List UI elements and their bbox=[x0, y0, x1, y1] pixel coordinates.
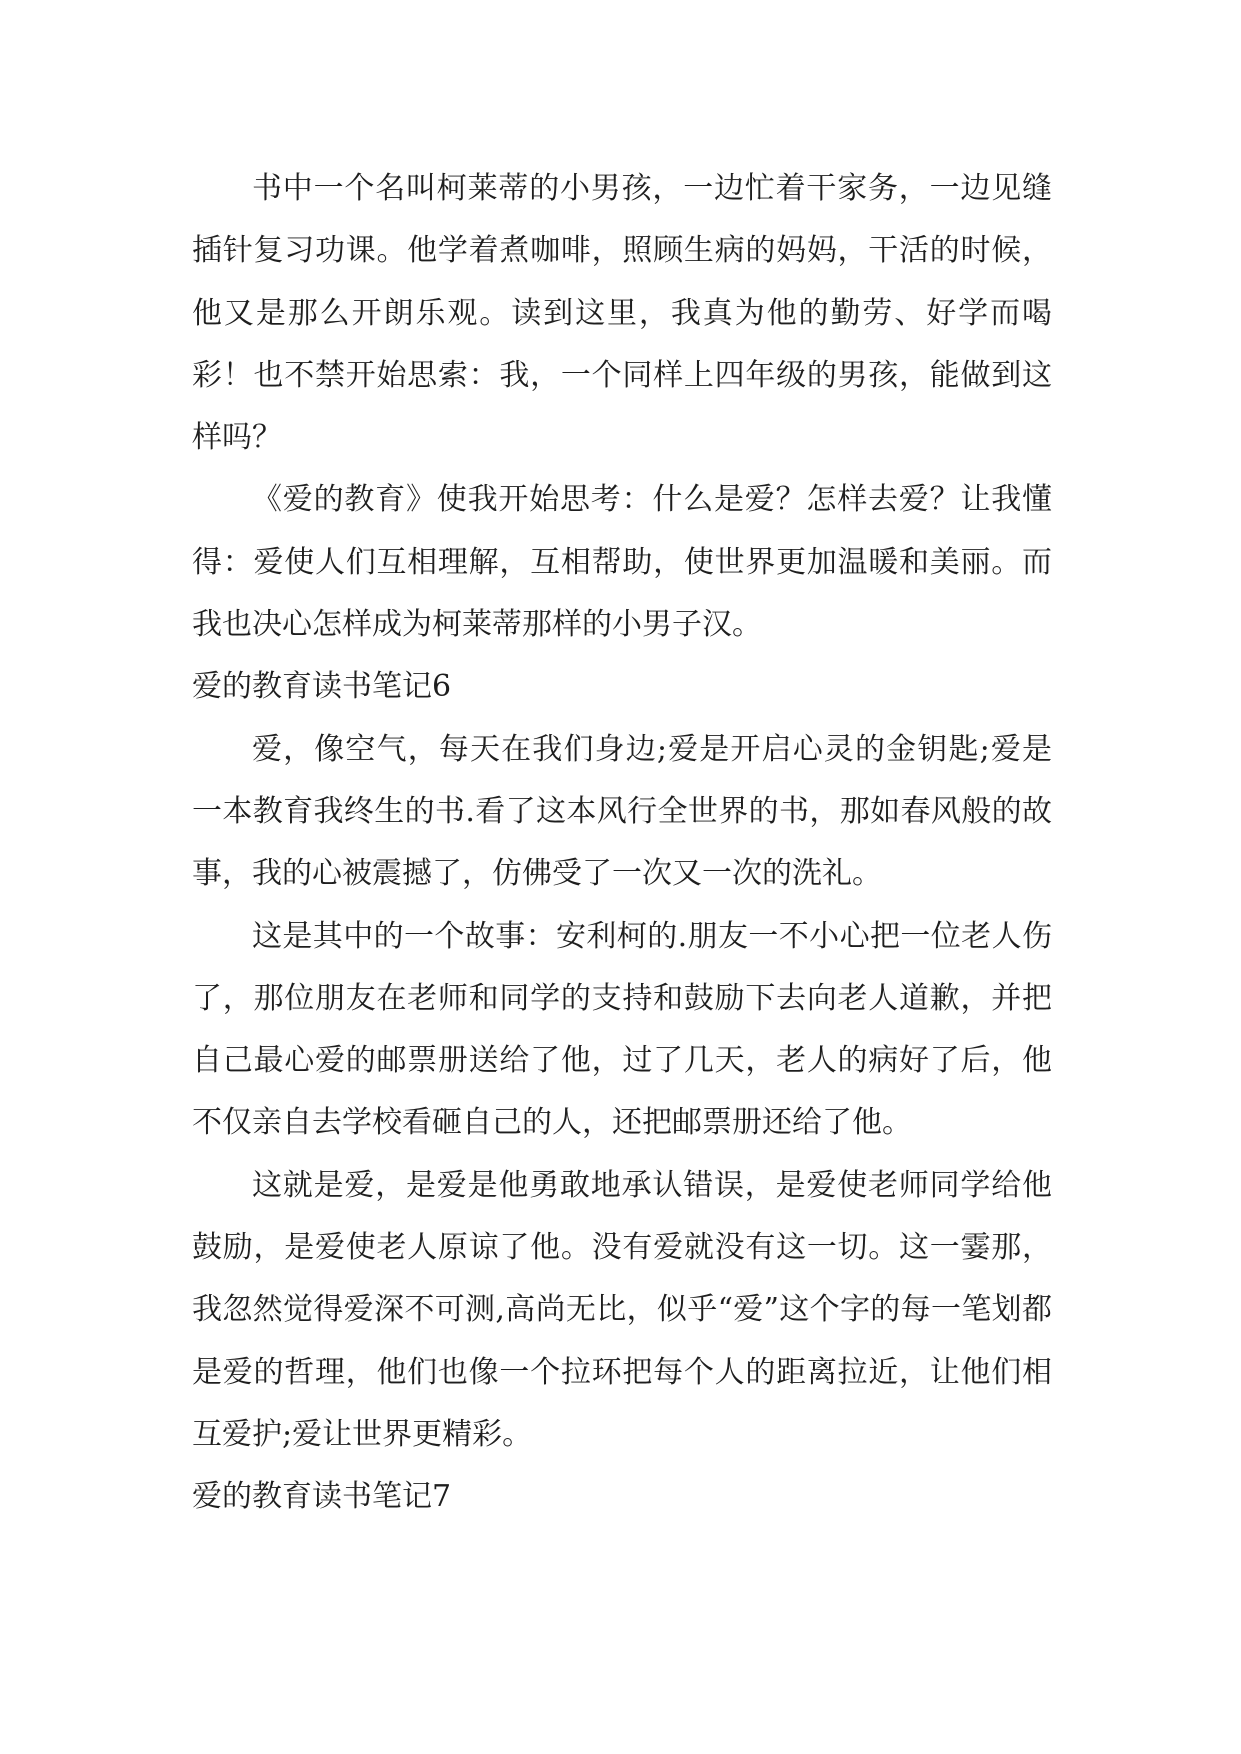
paragraph-story-stamp-album: 这是其中的一个故事：安利柯的.朋友一不小心把一位老人伤了，那位朋友在老师和同学的支持和鼓励下去向老人道歉，并把自己最心爱的邮票册送给了他，过了几天，老人的病好了后，他不仅亲自去学校看砸自己的人，还把邮票册还给了他。 bbox=[192, 918, 1052, 1141]
section-heading-7: 爱的教育读书笔记7 bbox=[192, 1479, 452, 1515]
paragraph-this-is-love: 这就是爱，是爱是他勇敢地承认错误，是爱使老师同学给他鼓励，是爱使老人原谅了他。没有爱就没有这一切。这一霎那，我忽然觉得爱深不可测,高尚无比，似乎“爱”这个字的每一笔划都是爱的哲理，他们也像一个拉环把每个人的距离拉近，让他们相互爱护;爱让世界更精彩。 bbox=[192, 1167, 1052, 1452]
section-heading-6: 爱的教育读书笔记6 bbox=[192, 669, 452, 705]
paragraph-boy-chores: 书中一个名叫柯莱蒂的小男孩，一边忙着干家务，一边见缝插针复习功课。他学着煮咖啡，照顾生病的妈妈，干活的时候，他又是那么开朗乐观。读到这里，我真为他的勤劳、好学而喝彩！也不禁开始思索：我，一个同样上四年级的男孩，能做到这样吗？ bbox=[192, 171, 1052, 456]
paragraph-what-is-love: 《爱的教育》使我开始思考：什么是爱？怎样去爱？让我懂得：爱使人们互相理解，互相帮助，使世界更加温暖和美丽。而我也决心怎样成为柯莱蒂那样的小男子汉。 bbox=[192, 482, 1052, 643]
document-body bbox=[192, 158, 1052, 1529]
paragraph-love-like-air: 爱，像空气，每天在我们身边;爱是开启心灵的金钥匙;爱是一本教育我终生的书.看了这本风行全世界的书，那如春风般的故事，我的心被震撼了，仿佛受了一次又一次的洗礼。 bbox=[192, 731, 1052, 892]
